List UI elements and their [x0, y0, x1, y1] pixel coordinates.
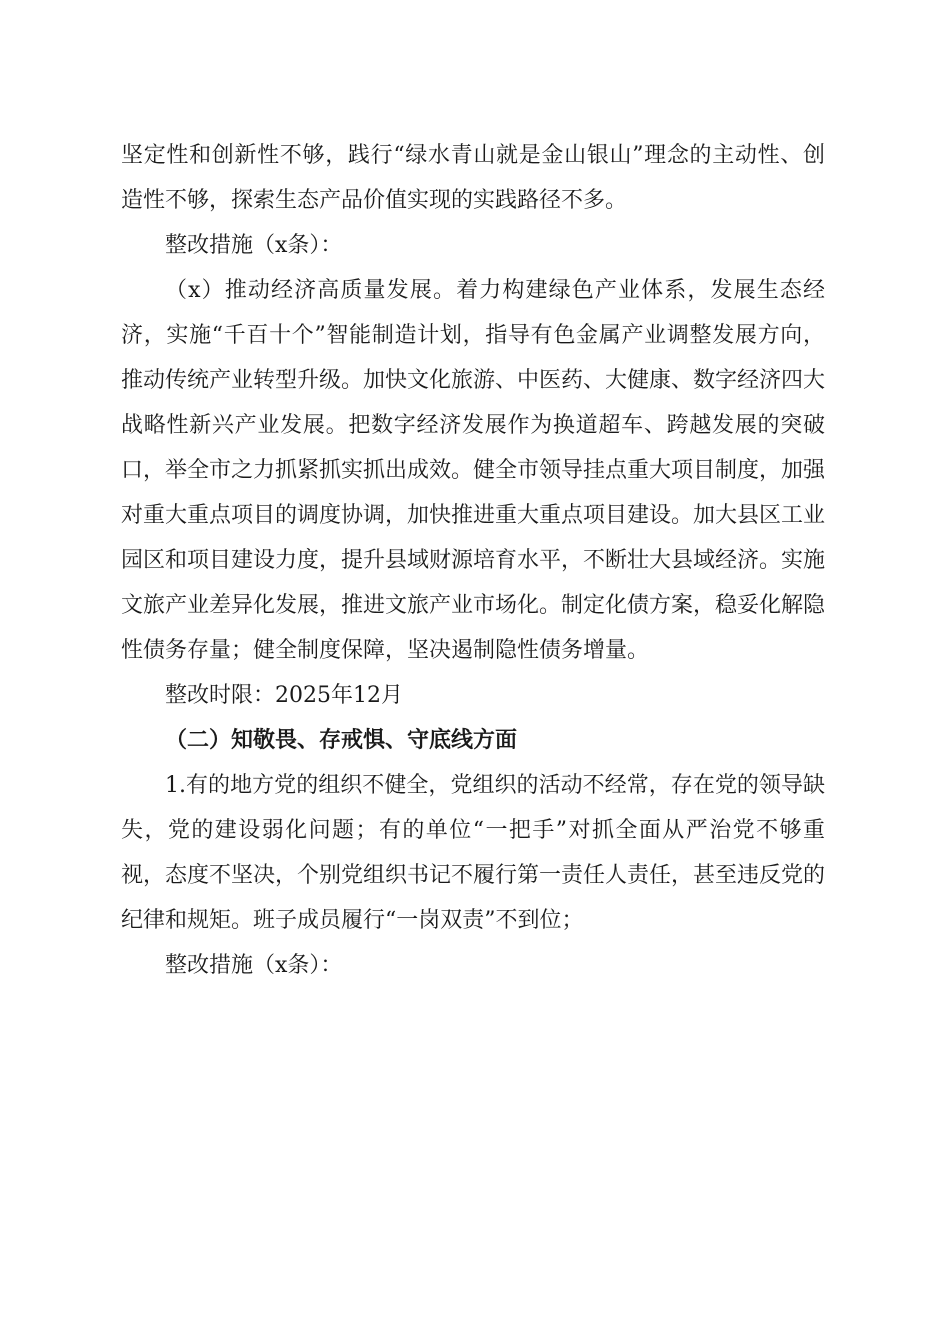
- paragraph-problem-1: 1.有的地方党的组织不健全，党组织的活动不经常，存在党的领导缺失，党的建设弱化问题；有的单位“一把手”对抓全面从严治党不够重视，态度不坚决，个别党组织书记不履行第一责任人责任，甚至违反党的纪律和规矩。班子成员履行“一岗双责”不到位；: [121, 773, 826, 933]
- paragraph-measures-label-2: 整改措施（x条）：: [165, 953, 343, 978]
- paragraph-measures-label: 整改措施（x条）：: [165, 233, 343, 258]
- paragraph-deadline: 整改时限：2025年12月: [165, 683, 403, 708]
- document-page: [121, 133, 825, 988]
- paragraph-measure-economy: （x）推动经济高质量发展。着力构建绿色产业体系，发展生态经济，实施“千百十个”智能制造计划，指导有色金属产业调整发展方向，推动传统产业转型升级。加快文化旅游、中医药、大健康、数字经济四大战略性新兴产业发展。把数字经济发展作为换道超车、跨越发展的突破口，举全市之力抓紧抓实抓出成效。健全市领导挂点重大项目制度，加强对重大重点项目的调度协调，加快推进重大重点项目建设。加大县区工业园区和项目建设力度，提升县域财源培育水平，不断壮大县域经济。实施文旅产业差异化发展，推进文旅产业市场化。制定化债方案，稳妥化解隐性债务存量；健全制度保障，坚决遏制隐性债务增量。: [121, 278, 826, 663]
- paragraph-problem-continuation: 坚定性和创新性不够，践行“绿水青山就是金山银山”理念的主动性、创造性不够，探索生态产品价值实现的实践路径不多。: [121, 143, 825, 213]
- section-heading-2: （二）知敬畏、存戒惧、守底线方面: [165, 727, 518, 753]
